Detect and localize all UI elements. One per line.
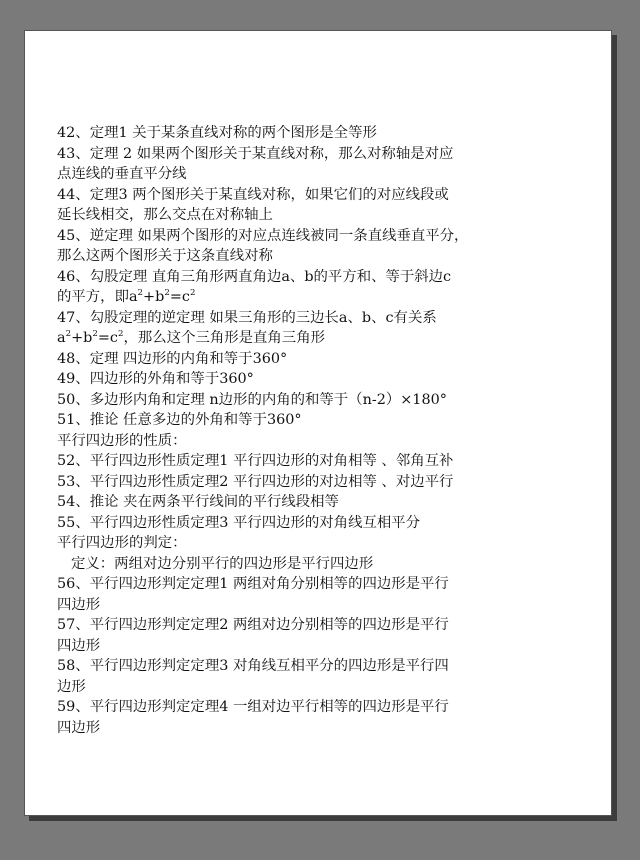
text-line: 四边形 bbox=[57, 637, 101, 654]
text-line: 点连线的垂直平分线 bbox=[57, 166, 187, 182]
text-line: 56、平行四边形判定定理1 两组对角分别相等的四边形是平行 bbox=[57, 576, 449, 592]
text-line: 四边形 bbox=[57, 719, 101, 736]
text-line: 59、平行四边形判定定理4 一组对边平行相等的四边形是平行 bbox=[57, 699, 449, 715]
pythagorean-formula-line bbox=[57, 287, 597, 308]
formula-text: =c bbox=[169, 289, 190, 305]
formula-text: a bbox=[57, 330, 66, 346]
text-line: 44、定理3 两个图形关于某直线对称，如果它们的对应线段或 bbox=[57, 186, 449, 203]
superscript: 2 bbox=[118, 329, 124, 340]
text-line: 46、勾股定理 直角三角形两直角边a、b的平方和、等于斜边c bbox=[57, 268, 452, 285]
text-line: 50、多边形内角和定理 n边形的内角的和等于（n-2）×180° bbox=[57, 391, 447, 408]
section-heading: 平行四边形的判定： bbox=[57, 535, 187, 551]
text-line: 边形 bbox=[57, 678, 86, 695]
text-line: 47、勾股定理的逆定理 如果三角形的三边长a、b、c有关系 bbox=[57, 309, 437, 326]
section-heading: 平行四边形的性质： bbox=[57, 432, 187, 449]
formula-text: 的平方，即a bbox=[57, 289, 138, 305]
document-page bbox=[24, 30, 612, 816]
text-line: 54、推论 夹在两条平行线间的平行线段相等 bbox=[57, 494, 339, 510]
text-line: 58、平行四边形判定定理3 对角线互相平分的四边形是平行四 bbox=[57, 658, 449, 674]
text-line: 52、平行四边形性质定理1 平行四边形的对角相等 、邻角互补 bbox=[57, 453, 454, 469]
text-line: 51、推论 任意多边的外角和等于360° bbox=[57, 412, 302, 428]
definition-line: 定义：两组对边分别平行的四边形是平行四边形 bbox=[71, 555, 374, 572]
superscript: 2 bbox=[164, 288, 170, 299]
converse-formula-line bbox=[57, 328, 597, 349]
formula-text: =c bbox=[97, 330, 118, 346]
text-line: 49、四边形的外角和等于360° bbox=[57, 371, 254, 387]
superscript: 2 bbox=[137, 288, 144, 299]
text-line: 四边形 bbox=[57, 596, 101, 613]
text-line: 延长线相交，那么交点在对称轴上 bbox=[57, 207, 273, 223]
text-line: 55、平行四边形性质定理3 平行四边形的对角线互相平分 bbox=[57, 514, 421, 531]
superscript: 2 bbox=[65, 329, 72, 340]
text-line: 53、平行四边形性质定理2 平行四边形的对边相等 、对边平行 bbox=[57, 473, 454, 490]
text-line: 42、定理1 关于某条直线对称的两个图形是全等形 bbox=[57, 125, 377, 141]
superscript: 2 bbox=[92, 329, 98, 340]
formula-text: ，那么这个三角形是直角三角形 bbox=[123, 330, 325, 346]
text-line: 45、逆定理 如果两个图形的对应点连线被同一条直线垂直平分， bbox=[57, 227, 469, 244]
text-line: 43、定理 2 如果两个图形关于某直线对称，那么对称轴是对应 bbox=[57, 145, 454, 162]
theorem-list bbox=[57, 123, 597, 738]
text-line: 57、平行四边形判定定理2 两组对边分别相等的四边形是平行 bbox=[57, 617, 449, 633]
text-line: 那么这两个图形关于这条直线对称 bbox=[57, 248, 273, 264]
superscript: 2 bbox=[189, 288, 196, 299]
formula-text: +b bbox=[71, 330, 93, 346]
formula-text: +b bbox=[143, 289, 165, 305]
text-line: 48、定理 四边形的内角和等于360° bbox=[57, 350, 288, 367]
